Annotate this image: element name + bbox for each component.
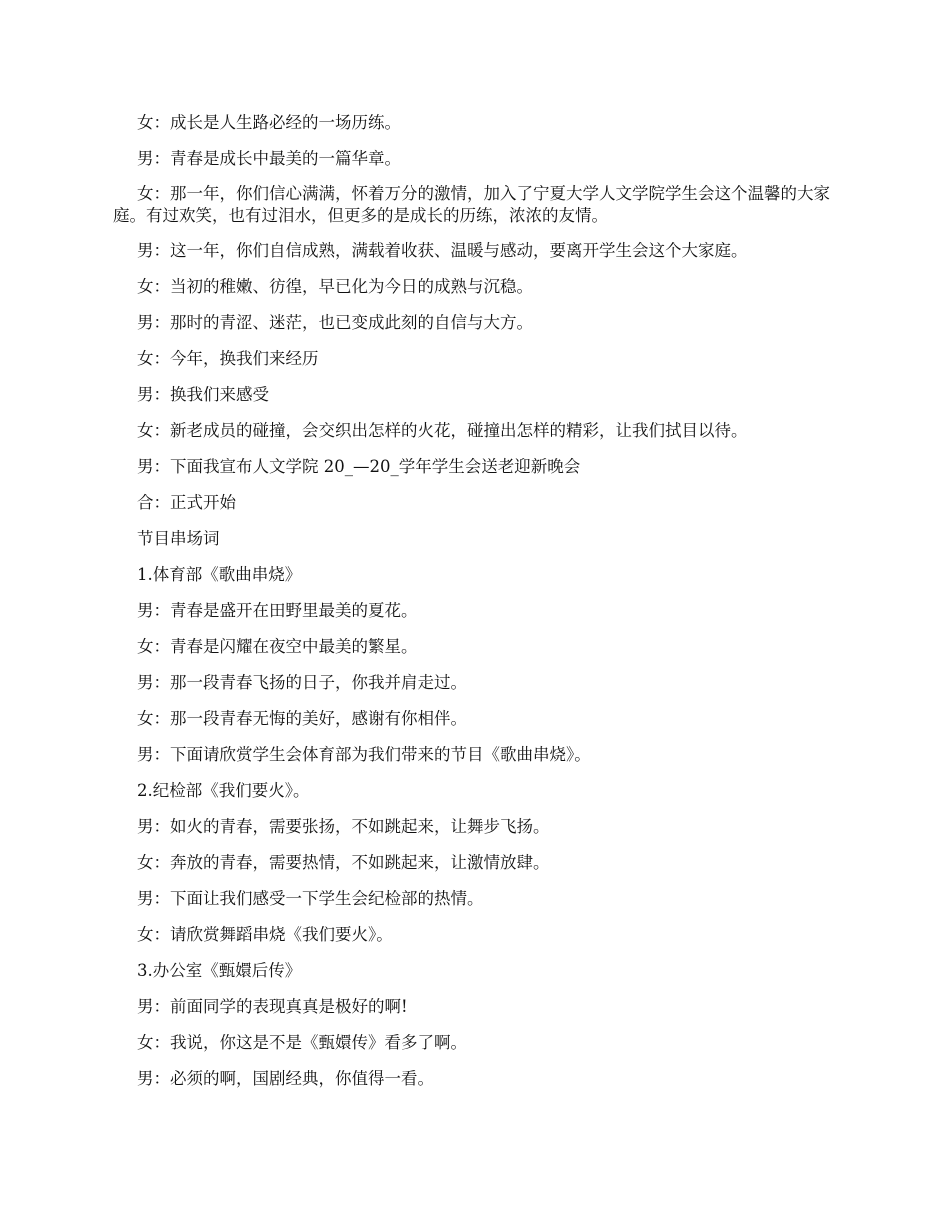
paragraph: 男：青春是成长中最美的一篇华章。: [137, 149, 401, 168]
paragraph: 男：如火的青春，需要张扬，不如跳起来，让舞步飞扬。: [137, 817, 550, 836]
document-body: [113, 111, 833, 1103]
paragraph: 男：这一年，你们自信成熟，满载着收获、温暖与感动，要离开学生会这个大家庭。: [137, 241, 748, 260]
paragraph: 男：前面同学的表现真真是极好的啊!: [137, 997, 408, 1016]
program-title: 2.纪检部《我们要火》。: [137, 781, 310, 800]
paragraph: 男：下面让我们感受一下学生会纪检部的热情。: [137, 889, 484, 908]
paragraph: 女：奔放的青春，需要热情，不如跳起来，让激情放肆。: [137, 853, 550, 872]
paragraph: 女：我说，你这是不是《甄嬛传》看多了啊。: [137, 1033, 467, 1052]
paragraph: 男：那时的青涩、迷茫，也已变成此刻的自信与大方。: [137, 313, 533, 332]
paragraph: 男：换我们来感受: [137, 385, 269, 404]
section-heading: 节目串场词: [137, 529, 220, 548]
paragraph: 女：青春是闪耀在夜空中最美的繁星。: [137, 637, 418, 656]
paragraph: 女：成长是人生路必经的一场历练。: [137, 113, 401, 132]
program-title: 1.体育部《歌曲串烧》: [137, 565, 302, 584]
paragraph: 男：那一段青春飞扬的日子，你我并肩走过。: [137, 673, 467, 692]
paragraph: 男：下面我宣布人文学院 20_—20_学年学生会送老迎新晚会: [137, 457, 581, 476]
paragraph: 女：请欣赏舞蹈串烧《我们要火》。: [137, 925, 393, 944]
paragraph: 女：那一段青春无悔的美好，感谢有你相伴。: [137, 709, 467, 728]
paragraph: 女：今年，换我们来经历: [137, 349, 319, 368]
paragraph: 男：必须的啊，国剧经典，你值得一看。: [137, 1069, 434, 1088]
paragraph: 女：新老成员的碰撞，会交织出怎样的火花，碰撞出怎样的精彩，让我们拭目以待。: [137, 421, 748, 440]
paragraph: 女：当初的稚嫩、彷徨，早已化为今日的成熟与沉稳。: [137, 277, 533, 296]
paragraph: 男：青春是盛开在田野里最美的夏花。: [137, 601, 418, 620]
paragraph: 合：正式开始: [137, 493, 236, 512]
paragraph: 男：下面请欣赏学生会体育部为我们带来的节目《歌曲串烧》。: [137, 745, 591, 764]
program-title: 3.办公室《甄嬛后传》: [137, 961, 302, 980]
paragraph: 女：那一年，你们信心满满，怀着万分的激情，加入了宁夏大学人文学院学生会这个温馨的大家庭。有过欢笑，也有过泪水，但更多的是成长的历练，浓浓的友情。: [113, 184, 830, 225]
